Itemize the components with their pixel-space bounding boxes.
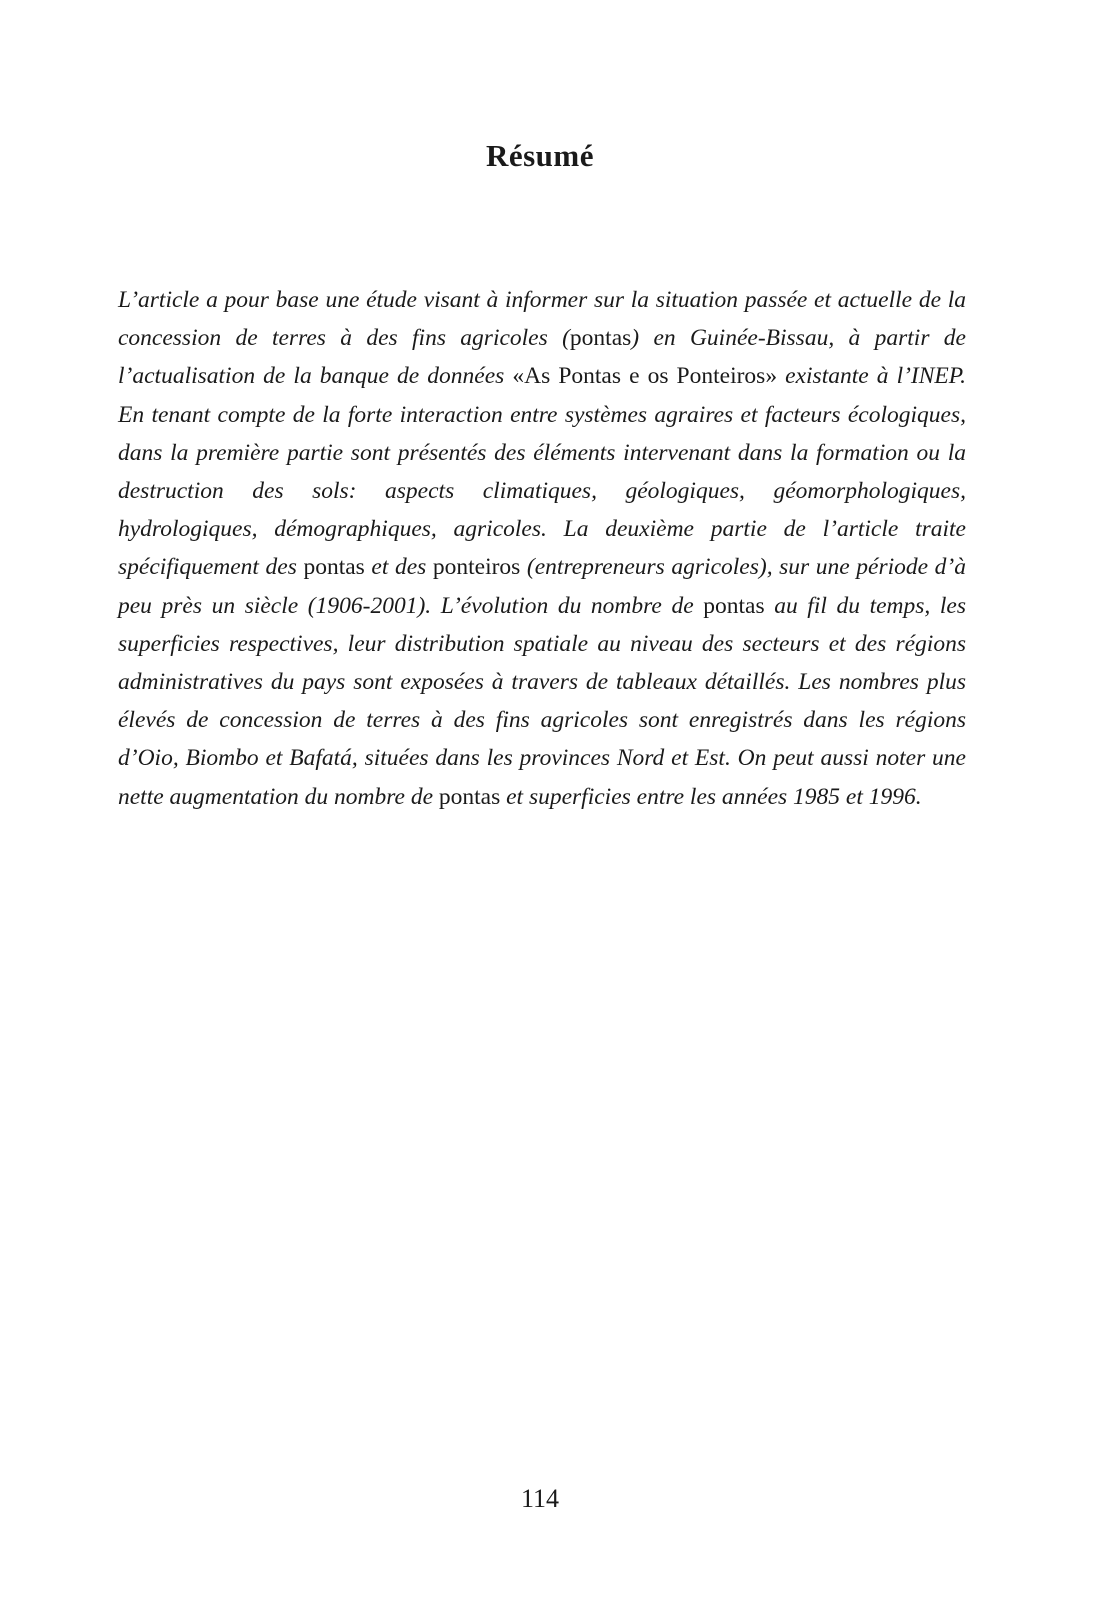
abstract-text: L’article a pour base une étude visant à informer sur la situation passée et actuelle de la concession de terres à des fins agricoles ( — [118, 287, 966, 352]
abstract-paragraph — [118, 281, 966, 816]
abstract-text: et superficies entre les années 1985 et 1996. — [500, 783, 922, 810]
page-number: 114 — [520, 1484, 560, 1513]
abstract-term-ponteiros: ponteiros — [432, 554, 521, 581]
abstract-text: (entrepreneurs agricoles), sur une période d’à peu près un siècle (1906-2001). L’évolution du nombre de — [118, 554, 966, 619]
abstract-text: ) en Guinée-Bissau, à partir de l’actualisation de la banque de données — [118, 325, 966, 390]
abstract-text: au fil du temps, les superficies respectives, leur distribution spatiale au niveau des secteurs et des régions administratives du pays sont exposées à travers de tableaux détaillés. Les nombres plus élevés de concession de terres à des fins agricoles sont enregistrés dans les régions d’Oio, Biombo et Bafatá, situées dans les provinces Nord et Est. On peut aussi noter une nette augmentation du nombre de — [118, 592, 966, 810]
abstract-term-pontas: pontas — [438, 783, 501, 810]
page-title: Résumé — [485, 138, 595, 173]
abstract-database-name: «As Pontas e os Ponteiros» — [512, 363, 778, 390]
abstract-term-pontas: pontas — [303, 554, 365, 581]
abstract-term-pontas: pontas — [703, 592, 765, 619]
abstract-text: existante à l’INEP. En tenant compte de la forte interaction entre systèmes agraires et facteurs écologiques, dans la première partie sont présentés des éléments intervenant dans la formation ou la destruction des sols: aspects climatiques, géologiques, géomorphologiques, hydrologiques, démographiques, agricoles. La deuxième partie de l’article traite spécifiquement des — [118, 363, 966, 581]
abstract-term-pontas: pontas — [569, 325, 632, 352]
abstract-text: et des — [364, 554, 433, 581]
